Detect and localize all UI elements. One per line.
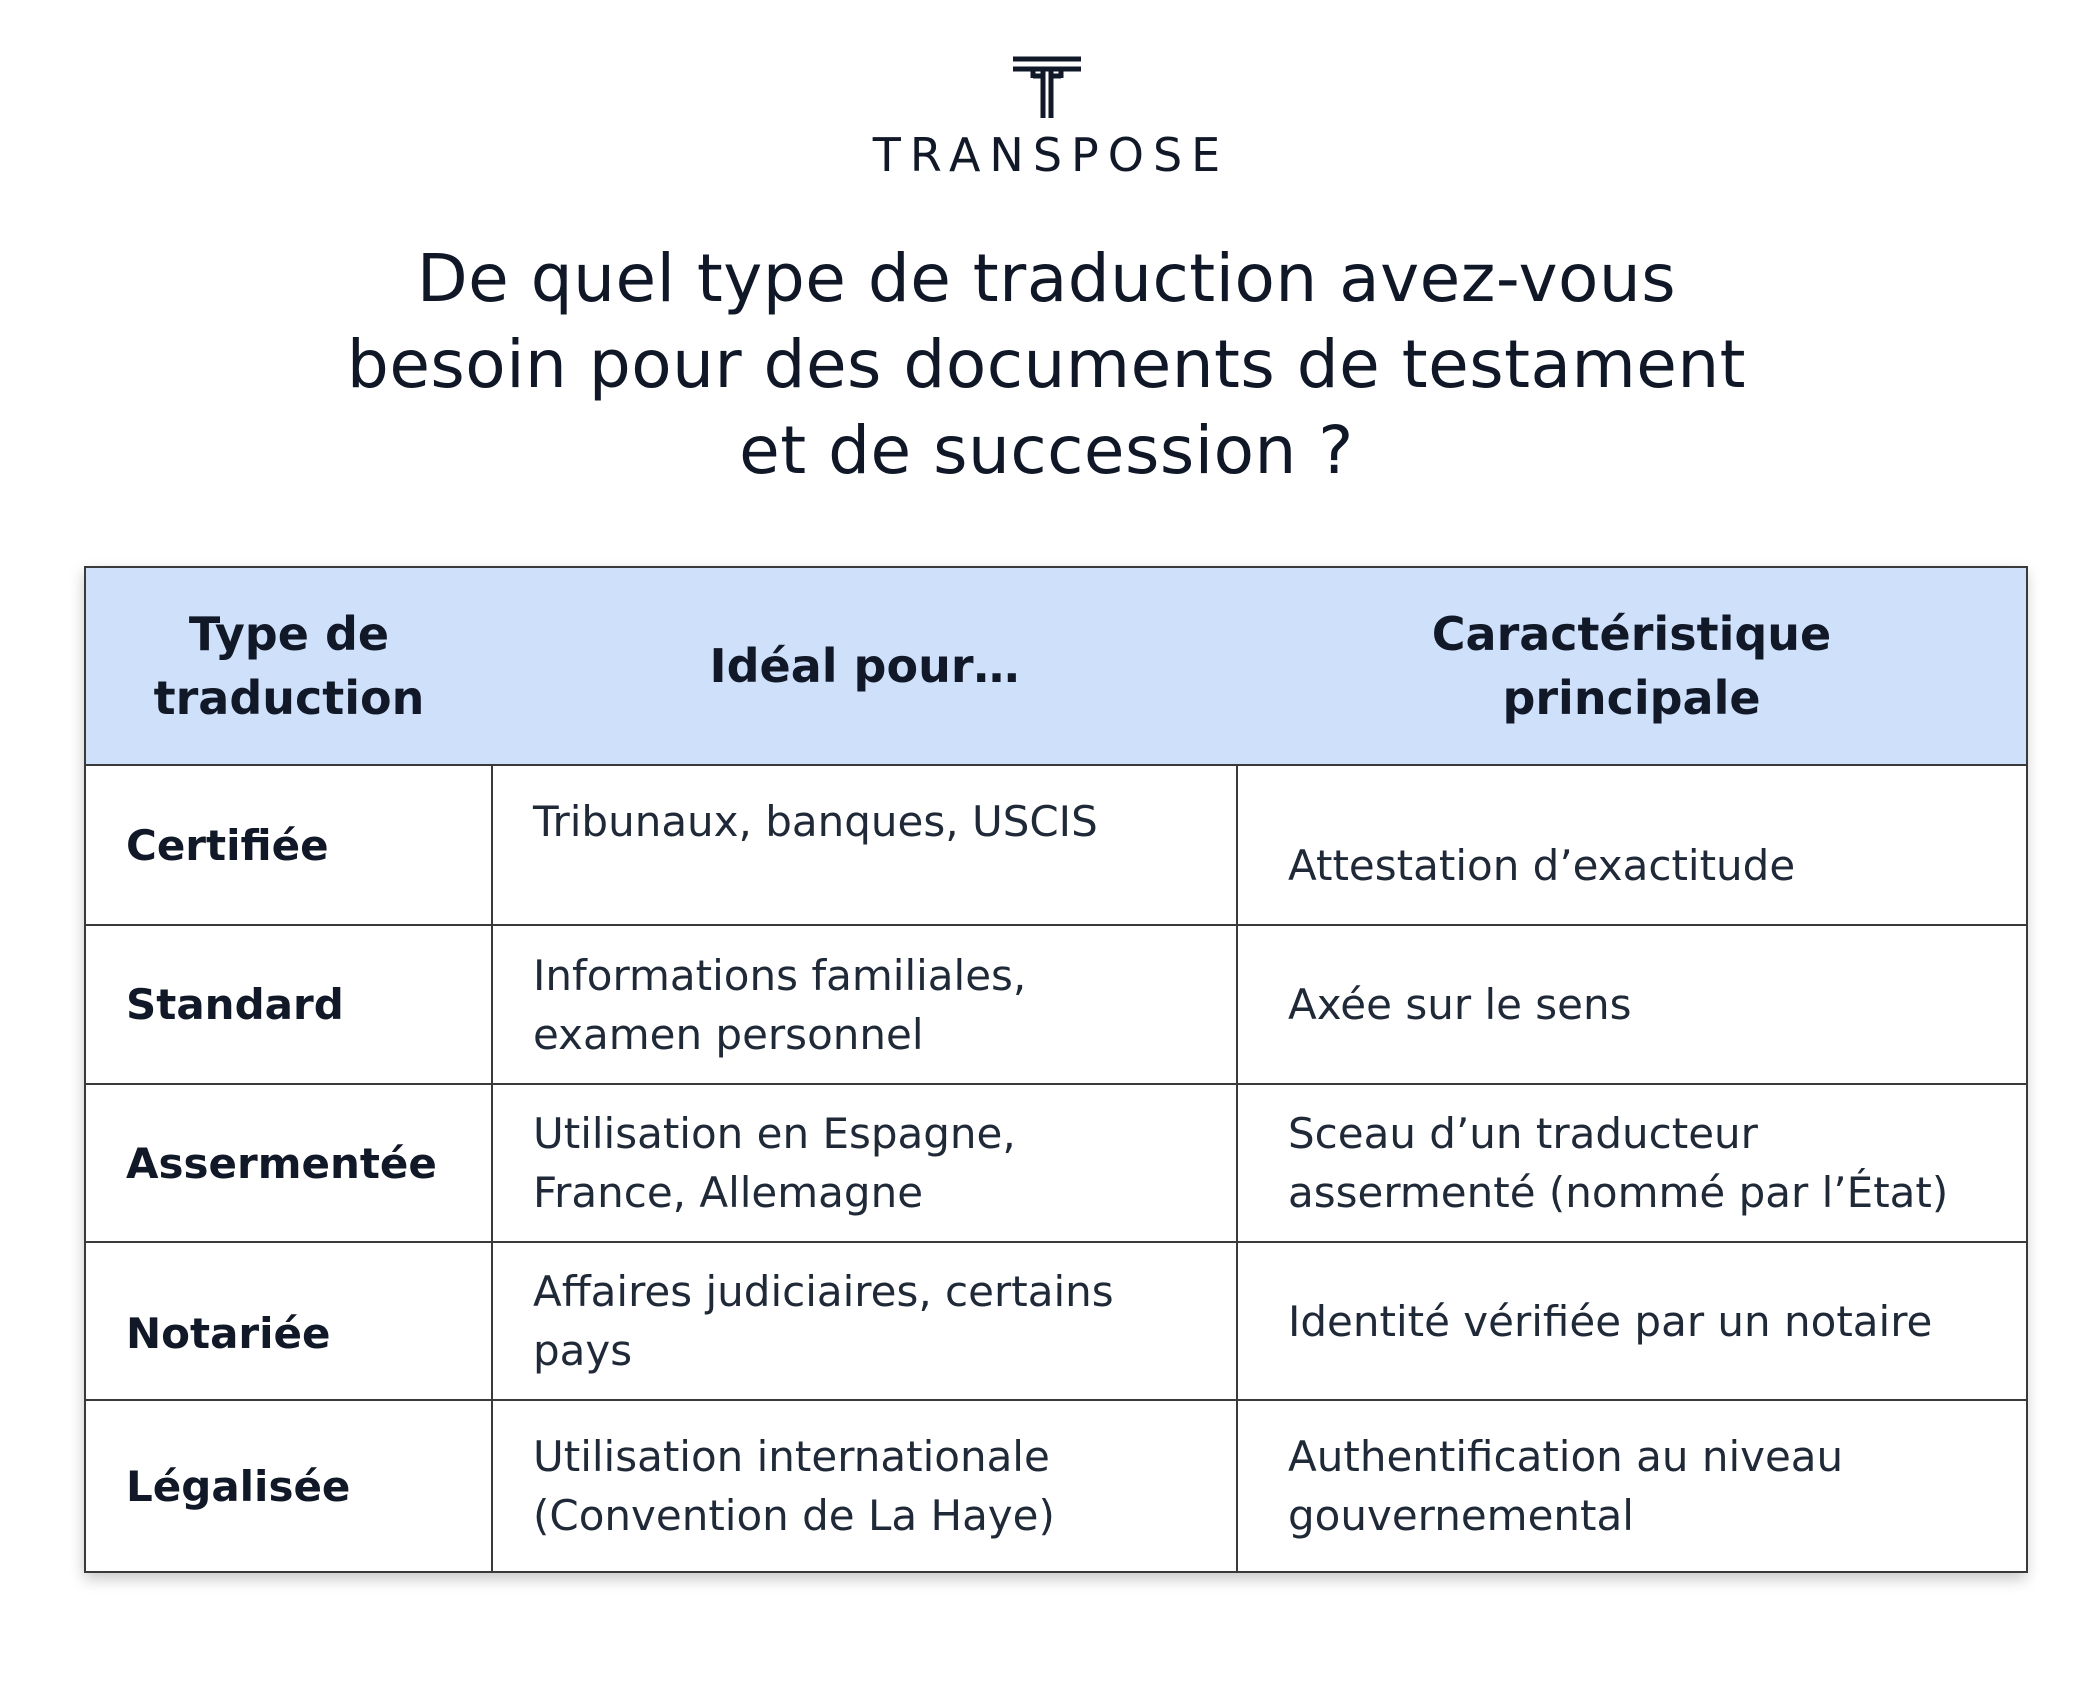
- brand-wordmark: TRANSPOSE: [872, 128, 1230, 182]
- brand-logo: [0, 56, 2093, 182]
- cell-feature: [1237, 1400, 2027, 1572]
- header-feature-line: principale: [1502, 671, 1761, 725]
- cell-text: Authentification au niveau: [1288, 1432, 1844, 1481]
- title-line: besoin pour des documents de testament: [346, 326, 1747, 403]
- cell-text: France, Allemagne: [533, 1168, 924, 1217]
- cell-type: Notariée: [85, 1242, 492, 1400]
- cell-feature: [1237, 925, 2027, 1084]
- cell-text: Sceau d’un traducteur: [1288, 1109, 1758, 1158]
- cell-text: assermenté (nommé par l’État): [1288, 1168, 1949, 1217]
- cell-type: Légalisée: [85, 1400, 492, 1572]
- cell-ideal: [492, 1400, 1237, 1572]
- header-ideal-label: Idéal pour…: [709, 639, 1020, 693]
- table-header-row: [85, 567, 2027, 765]
- comparison-table-container: [84, 566, 2026, 1573]
- title-line: et de succession ?: [739, 412, 1354, 489]
- header-feature: [1237, 567, 2027, 765]
- cell-type: Standard: [85, 925, 492, 1084]
- header-ideal: [492, 567, 1237, 765]
- table-row: [85, 1400, 2027, 1572]
- cell-text: Informations familiales,: [533, 950, 1027, 1000]
- cell-type: Certifiée: [85, 765, 492, 925]
- cell-ideal: [492, 925, 1237, 1084]
- cell-text: Axée sur le sens: [1288, 980, 1632, 1029]
- page-title: [200, 236, 1893, 494]
- cell-feature: [1237, 1084, 2027, 1242]
- cell-ideal: [492, 1242, 1237, 1400]
- cell-text: (Convention de La Haye): [533, 1491, 1055, 1540]
- cell-feature: [1237, 1242, 2027, 1400]
- cell-text: Tribunaux, banques, USCIS: [533, 797, 1098, 846]
- cell-text: Utilisation en Espagne,: [533, 1109, 1016, 1158]
- cell-type: Assermentée: [85, 1084, 492, 1242]
- header-type-line: Type de: [188, 607, 390, 661]
- cell-text: Identité vérifiée par un notaire: [1288, 1296, 1933, 1346]
- header-feature-line: Caractéristique: [1431, 607, 1832, 661]
- translation-types-table: [84, 566, 2028, 1573]
- cell-text: Utilisation internationale: [533, 1432, 1050, 1481]
- cell-ideal: [492, 765, 1237, 925]
- header-type: [85, 567, 492, 765]
- cell-text: examen personnel: [533, 1009, 924, 1059]
- table-row: [85, 1084, 2027, 1242]
- cell-text: Attestation d’exactitude: [1288, 840, 1796, 890]
- cell-feature: [1237, 765, 2027, 925]
- table-row: [85, 925, 2027, 1084]
- cell-text: Affaires judiciaires, certains: [533, 1267, 1114, 1316]
- transpose-t-logo-icon: [1011, 56, 1083, 120]
- table-row: [85, 765, 2027, 925]
- cell-ideal: [492, 1084, 1237, 1242]
- table-row: [85, 1242, 2027, 1400]
- cell-text: pays: [533, 1326, 633, 1375]
- title-line: De quel type de traduction avez-vous: [416, 240, 1677, 317]
- cell-text: gouvernemental: [1288, 1491, 1634, 1540]
- header-type-line: traduction: [153, 671, 425, 725]
